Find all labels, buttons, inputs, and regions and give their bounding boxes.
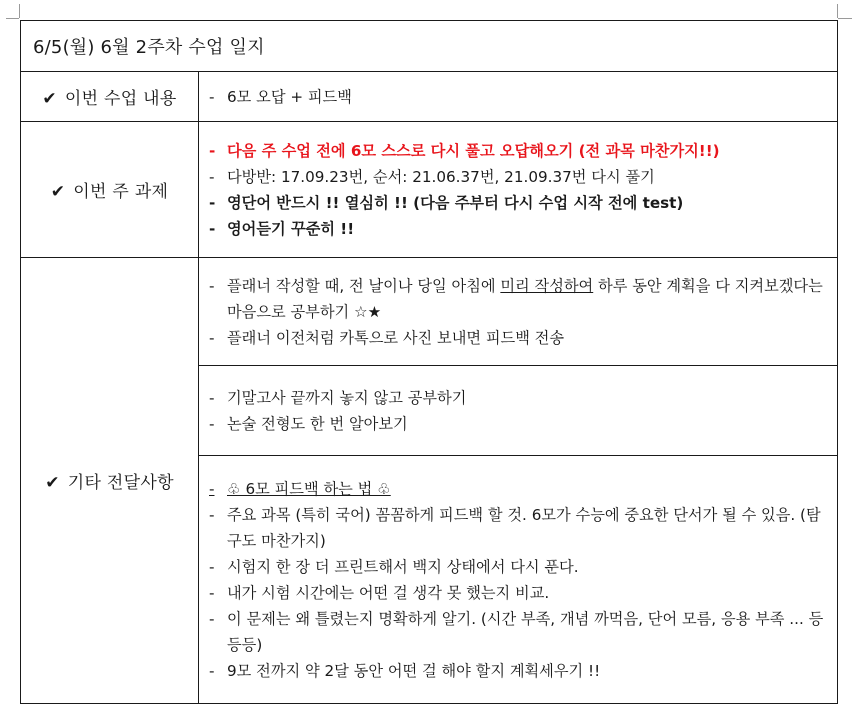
homework-cell [199, 122, 838, 258]
club-icon-heading: ♧ 6모 피드백 하는 법 ♧ [227, 479, 391, 498]
underlined-text: 미리 작성하여 [500, 276, 594, 295]
etc-feedback-cell [199, 456, 838, 704]
check-mark-icon: ✔ [45, 473, 60, 493]
dash-bullet: - [209, 87, 215, 106]
dash-bullet: - [209, 557, 215, 576]
list-item: - 기말고사 끝까지 놓지 않고 공부하기 [209, 385, 827, 411]
dash-bullet: - [209, 505, 215, 524]
dash-bullet: - [209, 167, 215, 186]
check-mark-icon: ✔ [50, 182, 66, 202]
dash-bullet: - [209, 219, 216, 238]
crop-mark-top-left-h [6, 18, 19, 19]
dash-bullet: - [209, 193, 216, 212]
feedback-heading [209, 476, 827, 502]
homework-row [21, 122, 838, 258]
homework-item-listening: - 영어듣기 꾸준히 !! [209, 216, 827, 242]
title-row [21, 21, 838, 72]
homework-item-redo-exam: - 다음 주 수업 전에 6모 스스로 다시 풀고 오답해오기 (전 과목 마찬가지!!) [209, 138, 827, 164]
homework-item-problems: - 다방반: 17.09.23번, 순서: 21.06.37번, 21.09.37번 다시 풀기 [209, 164, 827, 190]
crop-mark-top-left-v [19, 4, 20, 18]
crop-mark-top-right-v [837, 4, 838, 18]
list-item: - 이 문제는 왜 틀렸는지 명확하게 알기. (시간 부족, 개념 까먹음, 단어 모름, 응용 부족 ... 등등등) [209, 606, 827, 658]
dash-bullet: - [209, 141, 216, 160]
class-content-row [21, 72, 838, 122]
homework-item-vocabulary: - 영단어 반드시 !! 열심히 !! (다음 주부터 다시 수업 시작 전에 test) [209, 190, 827, 216]
dash-bullet: - [209, 328, 215, 347]
check-mark-icon: ✔ [42, 89, 57, 109]
dash-bullet: - [209, 414, 215, 433]
list-item: - 플래너 작성할 때, 전 날이나 당일 아침에 미리 작성하여 하루 동안 계획을 다 지켜보겠다는 마음으로 공부하기 ☆★ [209, 273, 827, 325]
etc-row-planner [21, 258, 838, 366]
class-content-cell [199, 72, 838, 122]
class-content-label-cell [21, 72, 199, 122]
dash-bullet: - [209, 661, 215, 680]
dash-bullet: - [209, 276, 215, 295]
homework-label-cell [21, 122, 199, 258]
dash-bullet: - [209, 609, 215, 628]
page-title: 6/5(월) 6월 2주차 수업 일지 [21, 21, 838, 72]
dash-bullet: - [209, 583, 215, 602]
list-item: - 플래너 이전처럼 카톡으로 사진 보내면 피드백 전송 [209, 325, 827, 351]
list-item: - 논술 전형도 한 번 알아보기 [209, 411, 827, 437]
crop-mark-top-right-h [838, 18, 852, 19]
homework-label: 이번 주 과제 [73, 182, 169, 202]
dash-bullet: - [209, 388, 215, 407]
class-content-label: 이번 수업 내용 [64, 89, 177, 109]
list-item: - 9모 전까지 약 2달 동안 어떤 걸 해야 할지 계획세우기 !! [209, 658, 827, 684]
etc-planner-cell [199, 258, 838, 366]
dash-bullet: - [209, 479, 215, 498]
list-item: - 내가 시험 시간에는 어떤 걸 생각 못 했는지 비교. [209, 580, 827, 606]
list-item: - 주요 과목 (특히 국어) 꼼꼼하게 피드백 할 것. 6모가 수능에 중요한 단서가 될 수 있음. (탐구도 마찬가지) [209, 502, 827, 554]
etc-label-cell [21, 258, 199, 704]
class-log-table [20, 20, 838, 704]
list-item: - 시험지 한 장 더 프린트해서 백지 상태에서 다시 푼다. [209, 554, 827, 580]
etc-exams-cell [199, 366, 838, 456]
etc-label: 기타 전달사항 [67, 473, 174, 493]
list-item: - 6모 오답 + 피드백 [209, 84, 827, 110]
